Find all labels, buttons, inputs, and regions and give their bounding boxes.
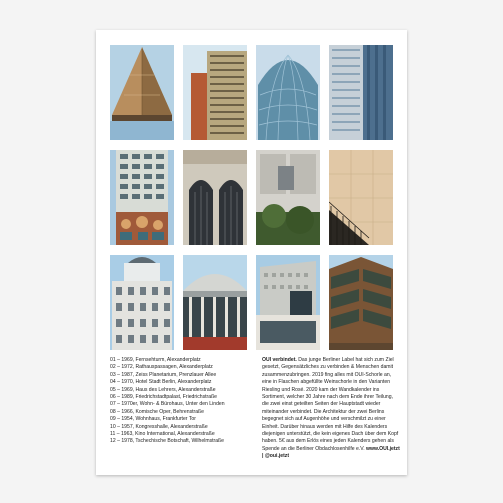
caption-item: 06 – 1989, Friedrichstadtpalast, Friedrichstraße — [110, 394, 218, 401]
photo-08-komische-oper — [329, 150, 393, 245]
caption-item: 05 – 1969, Haus des Lehrers, Alexanderstraße — [110, 386, 216, 393]
photo-07-wohn-und-buerohaus — [256, 150, 320, 245]
photo-caption-list — [110, 357, 260, 446]
photo-03-zeiss-planetarium — [256, 45, 320, 140]
caption-item: 03 – 1987, Zeiss Planetarium, Prenzlauer Allee — [110, 371, 217, 378]
photo-09-wohnhaus-frankfurter-tor — [110, 255, 174, 350]
about-paragraph — [262, 357, 400, 461]
brand-name: OUI verbindet. — [262, 357, 297, 363]
caption-item: 09 – 1954, Wohnhaus, Frankfurter Tor — [110, 416, 196, 423]
caption-item: 07 – 1970er, Wohn- & Bürohaus, Unter den Linden — [110, 401, 225, 408]
about-text: Das junge Berliner Label hat sich zum Ziel gesetzt, Gegensätzliches zu verbinden & Menschen damit zusammenzubringen. 2019 fing alles mit OUI-Schorle an, eine in Flaschen abgefüllte Weinschorle in den Varianten Riesling und Rosé. 2020 kam der Wandkalender ins Sortiment, welcher 30 Jahre nach dem Ende ihrer Teilung, die zwei einst geteilten Seiten der Hauptstadt wieder miteinander verbindet. Die Architektur der zwei Berlins begegnet sich auf Augenhöhe und verschmilzt zu einer Einheit. Darüber hinaus werden mit Hilfe des Kalenders diejenigen unterstützt, die kein eigenes Dach über dem Kopf haben. 5€ aus dem Erlös eines jeden Kalenders gehen als Spende an die Berliner Obdachlosenhilfe e.V. — [262, 357, 399, 452]
photo-02-rathauspassagen — [183, 45, 247, 140]
brand-links: www.OUI.jetzt | @oui.jetzt — [262, 445, 400, 460]
caption-item: 02 – 1972, Rathauspassagen, Alexanderplatz — [110, 364, 213, 371]
photo-01-fernsehturm — [110, 45, 174, 140]
caption-item: 01 – 1969, Fernsehturm, Alexanderplatz — [110, 357, 201, 363]
caption-item: 04 – 1970, Hotel Stadt Berlin, Alexanderplatz — [110, 379, 212, 386]
photo-04-hotel-stadt-berlin — [329, 45, 393, 140]
caption-item: 12 – 1978, Tschechische Botschaft, Wilhelmstraße — [110, 438, 225, 445]
photo-06-friedrichstadtpalast — [183, 150, 247, 245]
photo-11-kino-international — [256, 255, 320, 350]
photo-10-kongresshalle — [183, 255, 247, 350]
photo-12-tschechische-botschaft — [329, 255, 393, 350]
photo-05-haus-des-lehrers — [110, 150, 174, 245]
caption-item: 11 – 1963, Kino International, Alexanderstraße — [110, 431, 215, 438]
caption-item: 08 – 1966, Komische Oper, Behrenstraße — [110, 408, 205, 415]
caption-item: 10 – 1957, Kongresshalle, Alexanderstraße — [110, 423, 208, 430]
